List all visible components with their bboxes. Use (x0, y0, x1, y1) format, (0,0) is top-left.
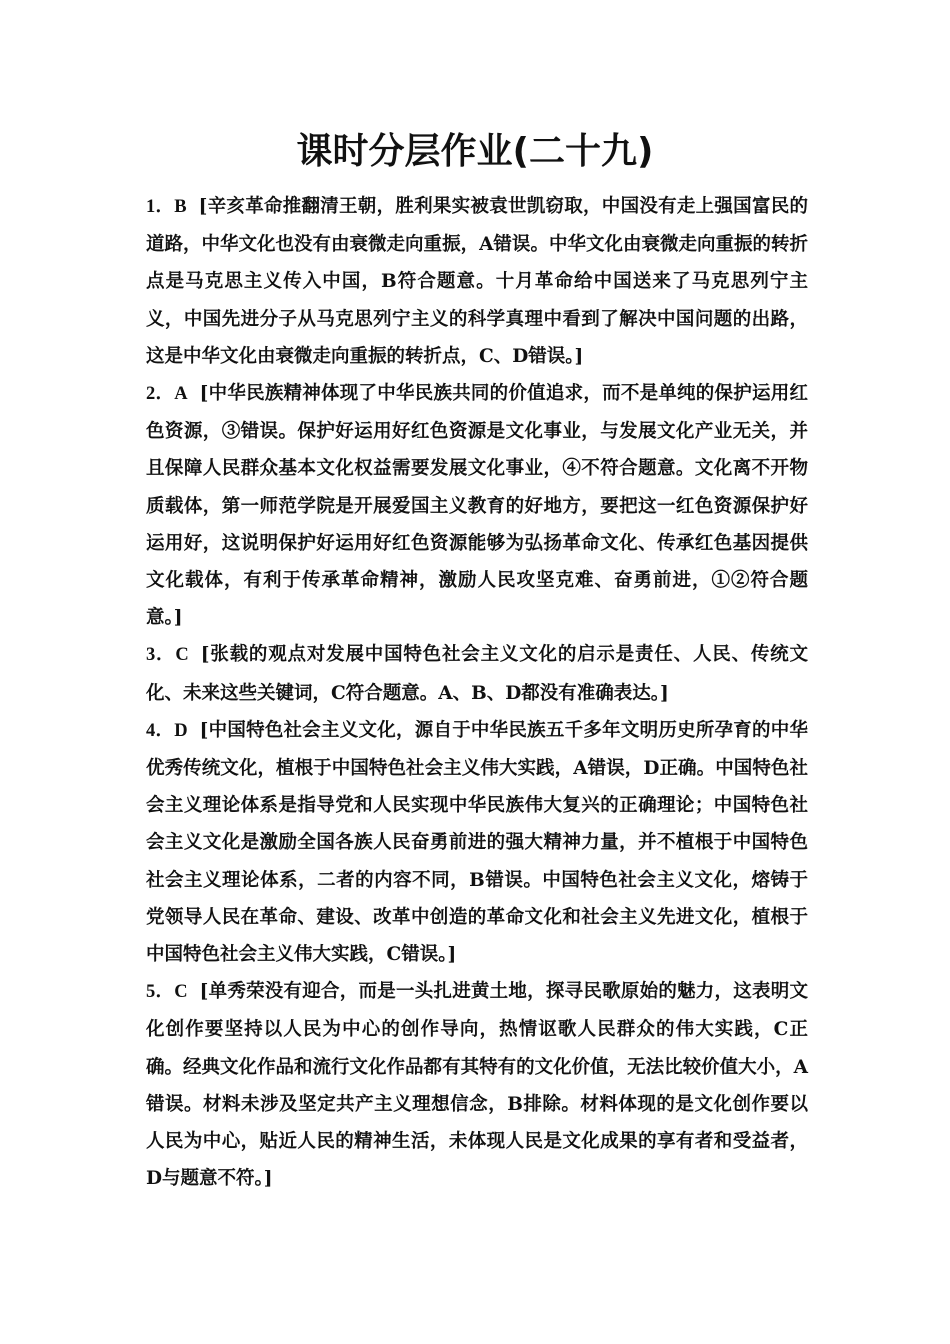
question-number: 1． (146, 197, 175, 217)
question-number: 5． (146, 982, 175, 1003)
answer-item-2 (146, 375, 808, 636)
answer-item-4 (146, 712, 808, 973)
answer-key: D (174, 720, 188, 741)
question-number: 3． (146, 645, 176, 666)
answer-item-5 (146, 973, 808, 1197)
answer-key: C (174, 982, 188, 1003)
answer-explanation: [中国特色社会主义文化，源自于中华民族五千多年文明历史所孕育的中华优秀传统文化，植根于中国特色社会主义伟大实践，A错误，D正确。中国特色社会主义理论体系是指导党和人民实现中华民族伟大复兴的正确理论；中国特色社会主义文化是激励全国各族人民奋勇前进的强大精神力量，并不植根于中国特色社会主义理论体系，二者的内容不同，B错误。中国特色社会主义文化，熔铸于党领导人民在革命、建设、改革中创造的革命文化和社会主义先进文化，植根于中国特色社会主义伟大实践，C错误。] (146, 719, 808, 966)
answer-explanation: [中华民族精神体现了中华民族共同的价值追求，而不是单纯的保护运用红色资源，③错误。保护好运用好红色资源是文化事业，与发展文化产业无关，并且保障人民群众基本文化权益需要发展文化事业，④不符合题意。文化离不开物质载体，第一师范学院是开展爱国主义教育的好地方，要把这一红色资源保护好运用好，这说明保护好运用好红色资源能够为弘扬革命文化、传承红色基因提供文化载体，有利于传承革命精神，激励人民攻坚克难、奋勇前进，①②符合题意。] (146, 383, 808, 629)
answer-key: B (174, 197, 187, 217)
question-number: 2． (146, 384, 175, 405)
answer-item-1 (146, 188, 808, 375)
answer-list (146, 188, 808, 1197)
answer-explanation: [辛亥革命推翻清王朝，胜利果实被袁世凯窃取，中国没有走上强国富民的道路，中华文化也没有由衰微走向重振，A错误。中华文化由衰微走向重振的转折点是马克思主义传入中国，B符合题意。十月革命给中国送来了马克思列宁主义，中国先进分子从马克思列宁主义的科学真理中看到了解决中国问题的出路，这是中华文化由衰微走向重振的转折点，C、D错误。] (146, 196, 808, 367)
question-number: 4． (146, 720, 175, 741)
page-title: 课时分层作业(二十九) (296, 131, 654, 172)
answer-key: A (174, 384, 188, 405)
answer-item-3 (146, 636, 808, 711)
answer-key: C (175, 645, 189, 666)
answer-explanation: [张载的观点对发展中国特色社会主义文化的启示是责任、人民、传统文化、未来这些关键词，C符合题意。A、B、D都没有准确表达。] (146, 644, 808, 704)
answer-explanation: [单秀荣没有迎合，而是一头扎进黄土地，探寻民歌原始的魅力，这表明文化创作要坚持以人民为中心的创作导向，热情讴歌人民群众的伟大实践，C正确。经典文化作品和流行文化作品都有其特有的文化价值，无法比较价值大小，A错误。材料未涉及坚定共产主义理想信念，B排除。材料体现的是文化创作要以人民为中心，贴近人民的精神生活，未体现人民是文化成果的享有者和受益者，D与题意不符。] (146, 981, 808, 1190)
